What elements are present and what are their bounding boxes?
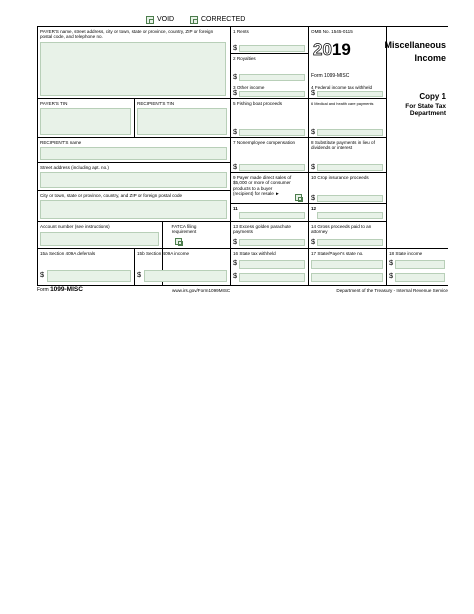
box-13-label: 13 Excess golden parachute payments (233, 224, 291, 235)
box-10-crop-insurance-field[interactable] (317, 195, 383, 202)
box-7-nonemployee-field[interactable] (239, 164, 305, 171)
fatca-checkbox[interactable] (175, 238, 182, 245)
box-4-currency: $ (311, 88, 316, 97)
box-2-currency: $ (233, 72, 238, 81)
copy-title: Copy 1 (419, 92, 446, 101)
recipient-name-field[interactable] (40, 147, 227, 160)
box-12-field[interactable] (317, 212, 383, 219)
box-1-rents-field[interactable] (239, 45, 305, 52)
box-2-royalties-field[interactable] (239, 74, 305, 81)
corrected-label: CORRECTED (201, 16, 246, 23)
recipient-name-label: RECIPIENT'S name (40, 140, 82, 145)
account-number-label: Account number (see instructions) (40, 224, 110, 229)
box-18-label: 18 State income (389, 251, 423, 256)
box-1-label: 1 Rents (233, 29, 249, 34)
payer-tin-label: PAYER'S TIN (40, 101, 68, 106)
box-16-state-tax-field-1[interactable] (239, 260, 305, 269)
box-15b-label: 15b Section 409A income (137, 251, 190, 256)
box-17-state-no-field-1[interactable] (311, 260, 383, 269)
recipient-tin-field[interactable] (137, 108, 227, 135)
footer-form-name (37, 287, 83, 293)
payer-name-label: PAYER'S name, street address, city or town, state or province, country, ZIP or foreign postal code, and telephone no. (40, 29, 214, 40)
footer-url: www.irs.gov/Form1099MISC (172, 288, 231, 293)
box-5-currency: $ (233, 127, 238, 136)
box-15a-deferrals-field[interactable] (47, 270, 131, 282)
box-9-label: 9 Payer made direct sales of $5,000 or more of consumer products to a buyer (recipient) for resale ► (233, 175, 292, 197)
footer-form-number: 1099-MISC (50, 286, 83, 293)
copy-line-2: Department (409, 110, 446, 117)
account-number-field[interactable] (40, 232, 159, 246)
box-16-label: 16 State tax withheld (233, 251, 276, 256)
box-11-label: 11 (233, 206, 238, 211)
street-address-field[interactable] (40, 172, 227, 188)
box-13-currency: $ (233, 237, 238, 246)
city-label: City or town, state or province, country, and ZIP or foreign postal code (40, 193, 183, 198)
box-4-label: 4 Federal income tax withheld (311, 85, 373, 90)
box-14-attorney-field[interactable] (317, 239, 383, 246)
box-3-other-income-field[interactable] (239, 91, 305, 97)
box-16-state-tax-field-2[interactable] (239, 273, 305, 282)
box-14-label: 14 Gross proceeds paid to an attorney (311, 224, 372, 235)
box-11-field[interactable] (239, 212, 305, 219)
void-checkbox[interactable] (146, 16, 154, 24)
copy-line-1: For State Tax (405, 103, 446, 110)
box-15a-label: 15a Section 409A deferrals (40, 251, 96, 256)
street-address-label: Street address (including apt. no.) (40, 165, 109, 170)
box-15b-currency: $ (137, 270, 142, 279)
box-17-label: 17 State/Payer's state no. (311, 251, 364, 256)
footer-department: Department of the Treasury - Internal Revenue Service (336, 288, 448, 293)
payer-tin-field[interactable] (40, 108, 131, 135)
fatca-label: FATCA filing requirement (171, 224, 197, 235)
box-16-currency-2: $ (233, 271, 238, 280)
box-12-label: 12 (311, 206, 317, 211)
box-15b-income-field[interactable] (144, 270, 227, 282)
box-6-currency: $ (311, 127, 316, 136)
void-label: VOID (157, 16, 175, 23)
box-3-currency: $ (233, 88, 238, 97)
form-name-label: Form 1099-MISC (311, 73, 350, 79)
box-8-substitute-field[interactable] (317, 164, 383, 171)
box-10-label: 10 Crop insurance proceeds (311, 175, 369, 180)
tax-year (313, 41, 351, 59)
box-8-label: 8 Substitute payments in lieu of dividends or interest (311, 140, 375, 151)
box-18-currency-1: $ (389, 258, 394, 267)
box-13-golden-parachute-field[interactable] (239, 239, 305, 246)
omb-number: OMB No. 1545-0115 (311, 29, 353, 34)
box-6-medical-field[interactable] (317, 129, 383, 136)
box-7-label: 7 Nonemployee compensation (233, 140, 296, 145)
corrected-checkbox[interactable] (190, 16, 198, 24)
box-9-direct-sales-checkbox[interactable] (295, 194, 302, 201)
box-18-state-income-field-1[interactable] (395, 260, 445, 269)
box-7-currency: $ (233, 162, 238, 171)
box-18-state-income-field-2[interactable] (395, 273, 445, 282)
box-17-state-no-field-2[interactable] (311, 273, 383, 282)
box-14-currency: $ (311, 237, 316, 246)
box-10-currency: $ (311, 193, 316, 202)
box-1-currency: $ (233, 43, 238, 52)
footer-form-prefix: Form (37, 287, 49, 293)
box-8-currency: $ (311, 162, 316, 171)
tax-year-prefix: 20 (313, 40, 332, 59)
payer-name-field[interactable] (40, 42, 226, 96)
box-2-label: 2 Royalties (233, 56, 256, 61)
box-4-federal-tax-field[interactable] (317, 91, 383, 97)
box-18-currency-2: $ (389, 271, 394, 280)
tax-year-suffix: 19 (331, 40, 351, 59)
recipient-tin-label: RECIPIENT'S TIN (137, 101, 175, 106)
title-line-1: Miscellaneous (384, 40, 446, 50)
city-field[interactable] (40, 200, 227, 219)
box-3-label: 3 Other income (233, 85, 265, 90)
box-16-currency-1: $ (233, 258, 238, 267)
box-6-label: 6 Medical and health care payments (311, 101, 374, 106)
box-15a-currency: $ (40, 270, 45, 279)
title-line-2: Income (414, 53, 446, 63)
box-5-fishing-boat-field[interactable] (239, 129, 305, 136)
box-5-label: 5 Fishing boat proceeds (233, 101, 283, 106)
